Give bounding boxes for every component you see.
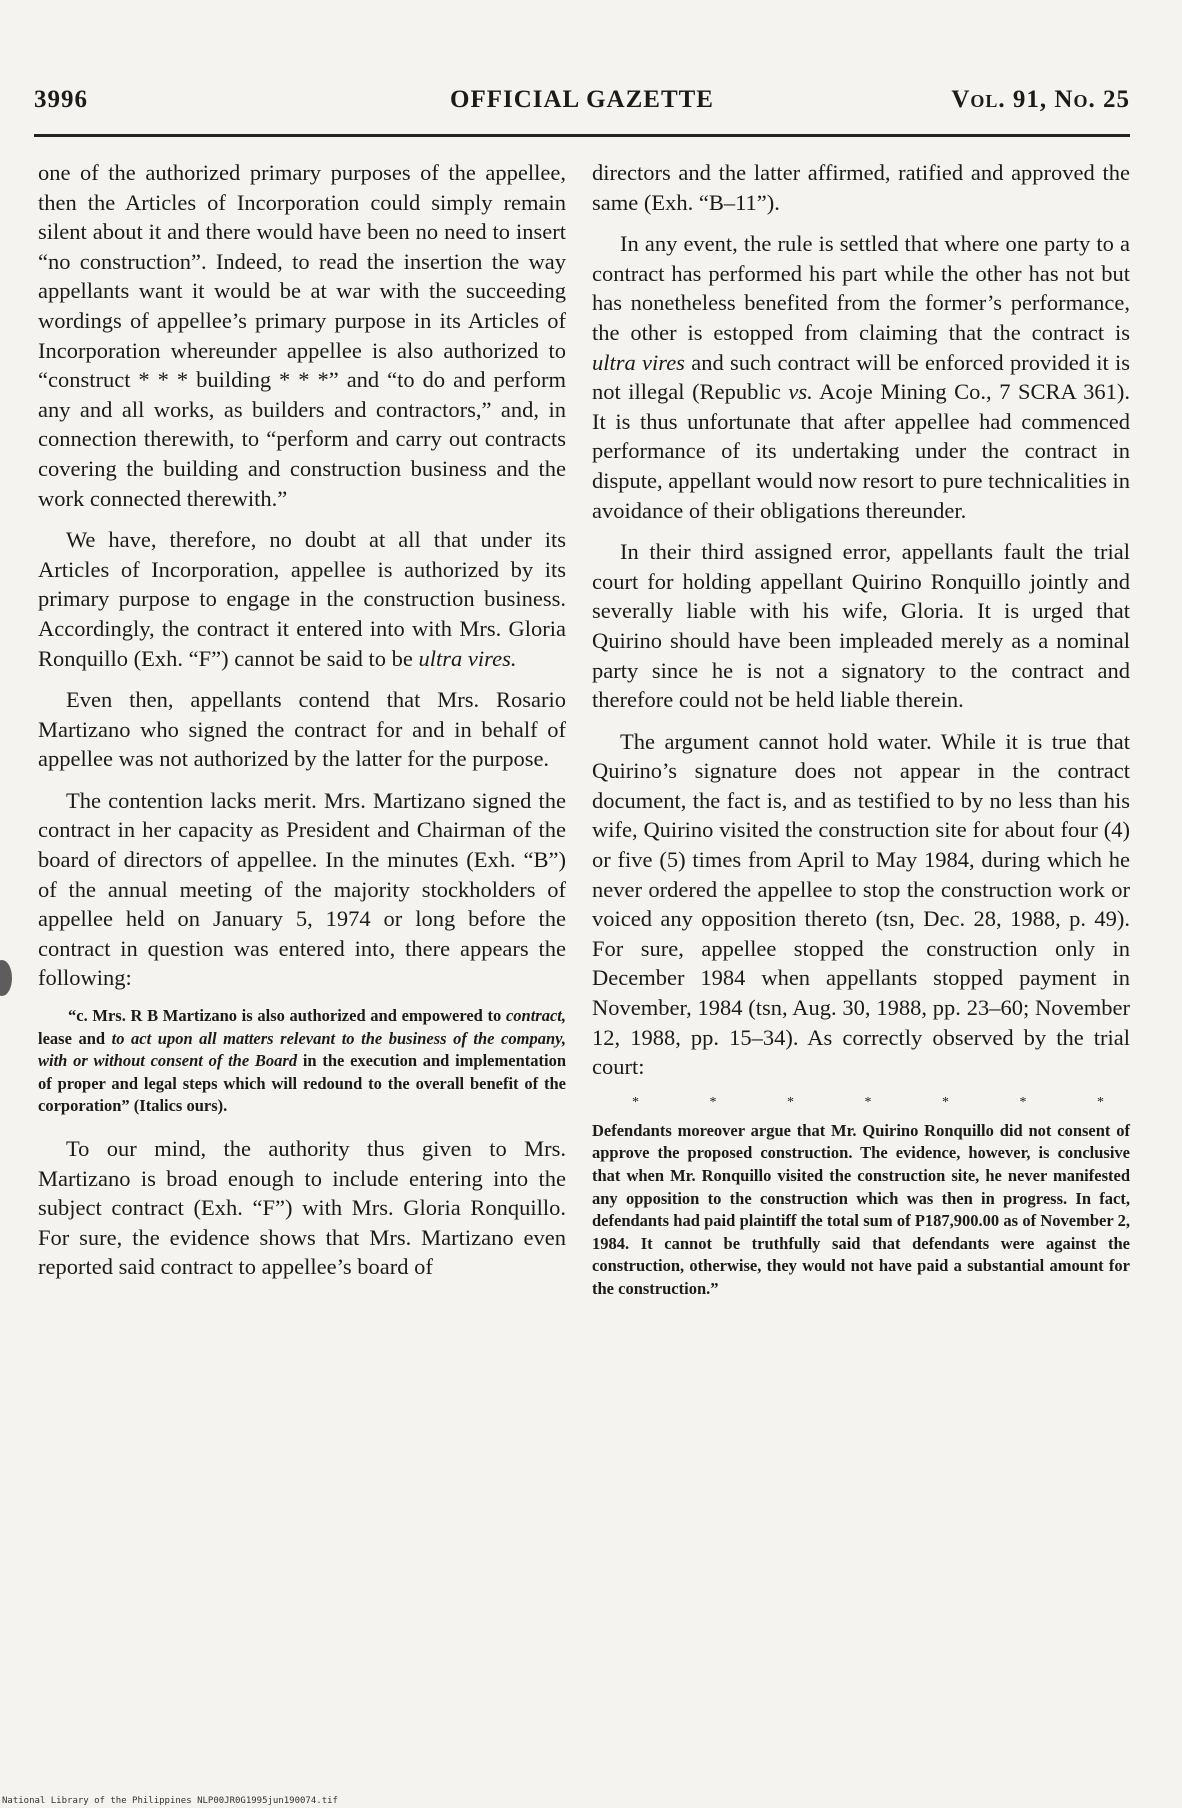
left-column [38, 158, 566, 1294]
paragraph: We have, therefore, no doubt at all that under its Articles of Incorporation, appellee is authorized by its primary purpose to engage in the construction business. Accordingly, the contract it entered into with Mrs. Gloria Ronquillo (Exh. “F”) cannot be said to be ultra vires. [38, 527, 566, 671]
publication-title: OFFICIAL GAZETTE [450, 86, 714, 113]
star: * [632, 1094, 639, 1110]
ellipsis-stars [592, 1094, 1130, 1112]
page-number: 3996 [34, 86, 88, 113]
star: * [1019, 1094, 1027, 1110]
paragraph: The argument cannot hold water. While it is true that Quirino’s signature does not appear in the contract document, the fact is, and as testified to by no less than his wife, Quirino visited the construction site for about four (4) or five (5) times from April to May 1984, during which he never ordered the appellee to stop the construction work or voiced any opposition thereto (tsn, Dec. 28, 1988, p. 49). For sure, appellee stopped the construction only in December 1984 when appellants stopped payment in November, 1984 (tsn, Aug. 30, 1988, pp. 23–60; November 12, 1988, pp. 15–34). As correctly observed by the trial court: [592, 728, 1130, 1080]
paragraph: Even then, appellants contend that Mrs. Rosario Martizano who signed the contract for and in behalf of appellee was not authorized by the latter for the purpose. [38, 687, 566, 772]
star: * [1097, 1094, 1104, 1110]
scan-blemish [0, 960, 12, 996]
block-quote: “c. Mrs. R B Martizano is also authorized and empowered to contract, lease and to act upon all matters relevant to the business of the company, with or without consent of the Board in the execution and implementation of proper and legal steps which will redound to the overall benefit of the corporation” (Italics ours). [38, 1006, 566, 1116]
paragraph: directors and the latter affirmed, ratified and approved the same (Exh. “B–11”). [592, 160, 1130, 215]
header-rule [34, 134, 1130, 137]
star: * [864, 1094, 872, 1110]
star: * [787, 1094, 794, 1110]
paragraph: To our mind, the authority thus given to Mrs. Martizano is broad enough to include entering into the subject contract (Exh. “F”) with Mrs. Gloria Ronquillo. For sure, the evidence shows that Mrs. Martizano even reported said contract to appellee’s board of [38, 1136, 566, 1280]
paragraph: The contention lacks merit. Mrs. Martizano signed the contract in her capacity as President and Chairman of the board of directors of appellee. In the minutes (Exh. “B”) of the annual meeting of the majority stockholders of appellee held on January 5, 1974 or long before the contract in question was entered into, there appears the following: [38, 787, 566, 991]
paragraph: In any event, the rule is settled that where one party to a contract has performed his part while the other has not but has nonetheless benefited from the former’s performance, the other is estopped from claiming that the contract is ultra vires and such contract will be enforced provided it is not illegal (Republic vs. Acoje Mining Co., 7 SCRA 361). It is thus unfortunate that after appellee had commenced performance of its undertaking under the contract in dispute, appellant would now resort to pure technicalities in avoidance of their obligations thereunder. [592, 231, 1130, 523]
page-header [34, 86, 1130, 126]
star: * [709, 1094, 717, 1110]
right-column [592, 158, 1130, 1317]
scan-source-label: National Library of the Philippines NLP00JR0G1995jun190074.tif [2, 1796, 338, 1806]
block-quote: Defendants moreover argue that Mr. Quirino Ronquillo did not consent of approve the proposed construction. The evidence, however, is conclusive that when Mr. Ronquillo visited the construction site, he never manifested any opposition to the construction which was then in progress. In fact, defendants had paid plaintiff the total sum of P187,900.00 as of November 2, 1984. It cannot be truthfully said that defendants were against the construction, otherwise, they would not have paid a substantial amount for the construction.” [592, 1120, 1130, 1298]
paragraph: one of the authorized primary purposes of the appellee, then the Articles of Incorporation could simply remain silent about it and there would have been no need to insert “no construction”. Indeed, to read the insertion the way appellants want it would be at war with the succeeding wordings of appellee’s primary purpose in its Articles of Incorporation whereunder appellee is also authorized to “construct * * * building * * *” and “to do and perform any and all works, as builders and contractors,” and, in connection therewith, to “perform and carry out contracts covering the building and construction business and the work connected therewith.” [38, 160, 566, 511]
paragraph: In their third assigned error, appellants fault the trial court for holding appellant Quirino Ronquillo jointly and severally liable with his wife, Gloria. It is urged that Quirino should have been impleaded merely as a nominal party since he is not a signatory to the contract and therefore could not be held liable therein. [592, 539, 1130, 713]
star: * [942, 1094, 949, 1110]
volume-number: Vol. 91, No. 25 [951, 86, 1130, 113]
